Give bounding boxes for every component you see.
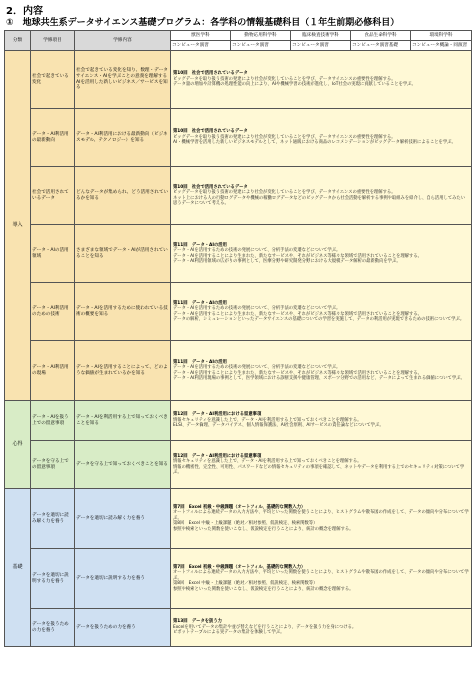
item-cell: データ・AI利活用のための技術 xyxy=(31,283,75,341)
table-row xyxy=(5,109,472,167)
table-row xyxy=(5,549,472,609)
lecture-title: 第7回 Excel 初級・中級課題（オートフィル、基礎的な関数入力） xyxy=(173,504,306,510)
item-cell: データ・AIを扱う上での留意事項 xyxy=(31,401,75,441)
lecture-title: 第10回 社会で活用されているデータ xyxy=(173,71,248,77)
lecture-description: ビッグデータを取り扱う技術の発達により社会が変化していることを学び、データサイエンスの重要性を理解する。 ネット上における人の行動ログデータや機械の稼働ログデータなどのビッグデータから社会活動を解析する事例や取組みを紹介し、自ら活用してみたい思うデータについて考える。 xyxy=(173,190,466,206)
table-row xyxy=(5,341,472,401)
table-row xyxy=(5,225,472,283)
item-cell: データを適切に説明する力を養う xyxy=(31,549,75,609)
col-header-item: 学修項目 xyxy=(31,31,75,51)
category-cell: 心得 xyxy=(5,401,31,489)
table-row xyxy=(5,51,472,109)
lecture-description: ビッグデータを取り扱う技術の発達により社会が変化していることを学び、データサイエンスの重要性を理解する。 データ量の増加や計算機の処理性能の向上により、AIや機械学習の技術が進化し、IoT社会の実現に貢献していることを学ぶ。 xyxy=(173,76,416,88)
content-cell: データを守る上で知っておくべきことを知る xyxy=(75,441,171,489)
item-cell: データを守る上での留意事項 xyxy=(31,441,75,489)
content-cell: データを扱うための力を養う xyxy=(75,609,171,647)
lecture-cell xyxy=(171,549,472,609)
subsection-heading: ① 地球共生系データサイエンス基礎プログラム：各学科の情報基礎科目（１年生前期必修科目） xyxy=(6,18,400,28)
col-header-content: 学修内容 xyxy=(75,31,171,51)
lecture-description: ビッグデータを取り扱う技術の発達により社会が変化していることを学び、データサイエンスの重要性を理解する。 AI・機械学習を活用した新しいビジネスモデルとして、ネット通販における商品のレコメンデーションがビッグデータ解析技術によることを学ぶ。 xyxy=(173,134,456,146)
lecture-title: 第11回 データ・AIの活用 xyxy=(173,359,227,365)
content-cell: さまざまな領域でデータ・AIが活用されていることを知る xyxy=(75,225,171,283)
lecture-description: オートフィルによる連続データの入力方法や、平均といった関数を使うことにより、ヒストグラムや散布図の作成をして、データの傾向や分布について学ぶ。 第8回 Excel 中級・上級課題（絶対／相対参照、仮説検定、検索関数等） 参照や検索といった関数を使いこなし、仮説検定を行うことにより、統計の概念を理解する。 xyxy=(173,510,469,532)
category-cell: 基礎 xyxy=(5,489,31,647)
col-header-category: 分類 xyxy=(5,31,31,51)
lecture-description: データ・AIを活用するための技術の発展について、分析手法の変遷などについて学ぶ。 データ・AIを活用することにより生まれた、新たなサービスや、それがビジネス等様々な領域で活用されていることを理解する。 データ・AI利活用現場の事例として、医学領域における診断支援や健康管理、スポーツ分野での活用など、データによって生まれる価値について学ぶ。 xyxy=(173,365,465,381)
content-cell: データ・AIを活用するために使われている技術の概要を知る xyxy=(75,283,171,341)
course-name: コンピュータ概論・同演習 xyxy=(411,41,472,51)
lecture-cell xyxy=(171,225,472,283)
lecture-description: オートフィルによる連続データの入力方法や、平均といった関数を使うことにより、ヒストグラムや散布図の作成をして、データの傾向や分布について学ぶ。 第8回 Excel 中級・上級課題（絶対／相対参照、仮説検定、検索関数等） 参照や検索といった関数を使いこなし、仮説検定を行うことにより、統計の概念を理解する。 xyxy=(173,570,469,592)
dept-header: 動物応用科学科 xyxy=(231,31,291,41)
dept-header: 環境科学科 xyxy=(411,31,472,41)
content-cell: データを適切に読み解く力を養う xyxy=(75,489,171,549)
lecture-cell xyxy=(171,609,472,647)
lecture-cell xyxy=(171,109,472,167)
lecture-description: 情報セキュリティを意識した上で、データ・AIを利活用する上で知っておくべきことを理解する。 ELSI、データ倫理、データバイアス、個人情報保護法、AI社会原則、AIサービスの責任論などについて学ぶ。 xyxy=(173,417,384,429)
program-table xyxy=(4,30,472,647)
item-cell: データ・AI利活用の現場 xyxy=(31,341,75,401)
lecture-title: 第11回 データ・AIの活用 xyxy=(173,242,227,248)
content-cell: データを適切に説明する力を養う xyxy=(75,549,171,609)
course-name: コンピュータ演習基礎 xyxy=(351,41,411,51)
dept-header: 獣医学科 xyxy=(171,31,231,41)
item-cell: データを適切に読み解く力を養う xyxy=(31,489,75,549)
lecture-cell xyxy=(171,283,472,341)
lecture-title: 第13回 データを扱う力 xyxy=(173,619,222,625)
content-cell: データ・AIを利活用する上で知っておくべきことを知る xyxy=(75,401,171,441)
course-name: コンピュータ演習 xyxy=(231,41,291,51)
content-cell: どんなデータが集められ、どう活用されているかを知る xyxy=(75,167,171,225)
lecture-description: データ・AIを活用するための技術の発展について、分析手法の変遷などについて学ぶ。 データ・AIを活用することにより生まれた、新たなサービスや、それがビジネス等様々な領域で活用されていることを理解する。 データ・AI利活用領域の広がりの事例として、医療分野や研究開発分野における大規模データ解析の最新動向を学ぶ。 xyxy=(173,248,422,264)
lecture-title: 第10回 社会で活用されているデータ xyxy=(173,184,248,190)
dept-header: 食品生命科学科 xyxy=(351,31,411,41)
category-cell: 導入 xyxy=(5,51,31,401)
content-cell: 社会で起きている変化を知り、数理・データサイエンス・AIを学ぶことの意義を理解する AIを活用した新しいビジネス／サービスを知る xyxy=(75,51,171,109)
table-row xyxy=(5,401,472,441)
lecture-cell xyxy=(171,167,472,225)
table-row xyxy=(5,609,472,647)
table-row xyxy=(5,489,472,549)
lecture-description: 情報セキュリティを意識した上で、データ・AIを利活用する上で知っておくべきことを理解する。 情報の機密性、完全性、可用性、パスワードなどの情報セキュリティの事項を確認して、ネットやデータを利用する上でのセキュリティ対策について学ぶ。 xyxy=(173,459,465,475)
item-cell: データを扱うための力を養う xyxy=(31,609,75,647)
lecture-title: 第10回 社会で活用されているデータ xyxy=(173,129,248,135)
dept-header: 臨床検査技術学科 xyxy=(291,31,351,41)
table-row xyxy=(5,441,472,489)
item-cell: 社会で活用されているデータ xyxy=(31,167,75,225)
course-name: コンピュータ演習 xyxy=(291,41,351,51)
content-cell: データ・AI利活用における最新動向（ビジネスモデル、テクノロジー）を知る xyxy=(75,109,171,167)
content-cell: データ・AIを活用することによって、どのような価値が生まれているかを知る xyxy=(75,341,171,401)
table-row xyxy=(5,167,472,225)
lecture-title: 第12回 データ・AI利活用における留意事項 xyxy=(173,453,262,459)
course-name: コンピュータ演習 xyxy=(171,41,231,51)
table-body xyxy=(5,51,472,647)
section-heading: 2．内容 xyxy=(6,6,43,17)
item-cell: 社会で起きている変化 xyxy=(31,51,75,109)
item-cell: データ・AIの活用領域 xyxy=(31,225,75,283)
lecture-cell xyxy=(171,401,472,441)
lecture-description: データ・AIを活用するための技術の発展について、分析手法の変遷などについて学ぶ。 データ・AIを活用することにより生まれた、新たなサービスや、それがビジネス等様々な領域で活用されていることを理解する。 データの解析、シミュレーションといったデータサイエンスの基礎についての学習を実施して、データの利活用が実現できるための技術について学ぶ。 xyxy=(173,306,465,322)
lecture-description: Excelを用いてデータの集計や並び替えなどを行うことにより、データを扱う力を身につける。 ピボットテーブルによる実データの集計を体験して学ぶ。 xyxy=(173,624,357,636)
lecture-title: 第7回 Excel 初級・中級課題（オートフィル、基礎的な関数入力） xyxy=(173,564,306,570)
lecture-cell xyxy=(171,341,472,401)
table-row xyxy=(5,283,472,341)
item-cell: データ・AI利活用の最新動向 xyxy=(31,109,75,167)
lecture-title: 第12回 データ・AI利活用における留意事項 xyxy=(173,412,262,418)
lecture-cell xyxy=(171,51,472,109)
lecture-cell xyxy=(171,489,472,549)
lecture-title: 第11回 データ・AIの活用 xyxy=(173,300,227,306)
lecture-cell xyxy=(171,441,472,489)
